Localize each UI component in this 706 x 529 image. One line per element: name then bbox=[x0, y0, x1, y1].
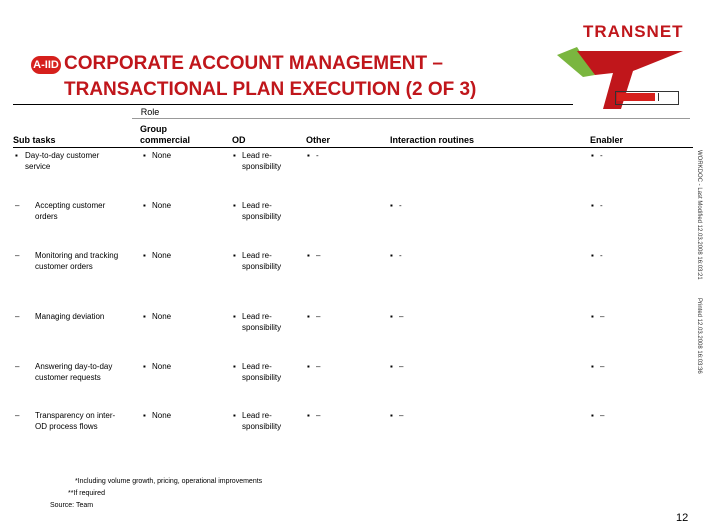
enabler-value: ▪ - bbox=[591, 251, 603, 260]
interaction-value: ▪ – bbox=[390, 362, 404, 371]
section-badge: A-IID bbox=[31, 56, 61, 74]
role-divider bbox=[132, 118, 690, 119]
group-commercial-value: ▪ None bbox=[143, 312, 172, 321]
role-label: Role bbox=[140, 107, 160, 117]
subtask-label: Transparency on inter-OD process flows bbox=[35, 411, 116, 431]
header-od: OD bbox=[232, 135, 246, 145]
page-number: 12 bbox=[676, 512, 689, 524]
group-commercial-value: ▪ None bbox=[143, 201, 172, 210]
subtask-label: Accepting customer orders bbox=[35, 201, 106, 221]
transnet-logo: TRANSNET bbox=[583, 22, 684, 41]
other-value: ▪ – bbox=[307, 411, 321, 420]
group-commercial-value: ▪ None bbox=[143, 411, 172, 420]
enabler-value: ▪ – bbox=[591, 362, 605, 371]
subtask-label: Monitoring and tracking customer orders bbox=[35, 251, 119, 271]
group-commercial-value: ▪ None bbox=[143, 362, 172, 371]
side-note-modified: WORKDOC - Last Modified 12.03.2008 16:03:21 bbox=[696, 150, 702, 280]
header-other: Other bbox=[306, 135, 331, 145]
title-divider bbox=[13, 104, 573, 105]
od-value: ▪ Lead re-sponsibility bbox=[233, 411, 282, 431]
other-value: ▪ – bbox=[307, 251, 321, 260]
subtask-label: Answering day-to-day customer requests bbox=[35, 362, 113, 382]
footnote-2: **If required bbox=[68, 490, 105, 497]
od-value: ▪ Lead re-sponsibility bbox=[233, 251, 282, 271]
od-value: ▪ Lead re-sponsibility bbox=[233, 312, 282, 332]
header-divider bbox=[13, 147, 693, 148]
od-value: ▪ Lead re-sponsibility bbox=[233, 362, 282, 382]
od-value: ▪ Lead re-sponsibility bbox=[233, 151, 282, 171]
row-marker: – bbox=[15, 362, 20, 371]
other-value: ▪ - bbox=[307, 151, 319, 160]
od-value: ▪ Lead re-sponsibility bbox=[233, 201, 282, 221]
interaction-value: ▪ – bbox=[390, 312, 404, 321]
header-enabler: Enabler bbox=[590, 135, 624, 145]
side-note-printed: Printed 12.03.2008 16:03:36 bbox=[696, 298, 702, 374]
header-group-commercial: Group commercial bbox=[140, 124, 191, 145]
interaction-value: ▪ - bbox=[390, 201, 402, 210]
row-marker: ▪ bbox=[15, 151, 18, 160]
row-marker: – bbox=[15, 201, 20, 210]
header-interaction-routines: Interaction routines bbox=[390, 135, 475, 145]
interaction-value: ▪ - bbox=[390, 251, 402, 260]
other-value: ▪ – bbox=[307, 362, 321, 371]
interaction-value: ▪ – bbox=[390, 411, 404, 420]
enabler-value: ▪ - bbox=[591, 151, 603, 160]
group-commercial-value: ▪ None bbox=[143, 151, 172, 160]
row-marker: – bbox=[15, 251, 20, 260]
enabler-value: ▪ – bbox=[591, 411, 605, 420]
header-subtasks: Sub tasks bbox=[13, 135, 56, 145]
row-marker: – bbox=[15, 411, 20, 420]
page-title-line-1: CORPORATE ACCOUNT MANAGEMENT – bbox=[64, 53, 443, 74]
footnote-1: *Including volume growth, pricing, operational improvements bbox=[75, 478, 263, 485]
source-note: Source: Team bbox=[50, 502, 94, 509]
progress-remaining bbox=[658, 93, 675, 101]
page-title-line-2: TRANSACTIONAL PLAN EXECUTION (2 OF 3) bbox=[64, 79, 477, 100]
subtask-label: Day-to-day customer service bbox=[25, 151, 100, 171]
enabler-value: ▪ – bbox=[591, 312, 605, 321]
enabler-value: ▪ - bbox=[591, 201, 603, 210]
group-commercial-value: ▪ None bbox=[143, 251, 172, 260]
progress-fill bbox=[617, 93, 655, 101]
other-value: ▪ – bbox=[307, 312, 321, 321]
subtask-label: Managing deviation bbox=[35, 312, 105, 321]
row-marker: – bbox=[15, 312, 20, 321]
